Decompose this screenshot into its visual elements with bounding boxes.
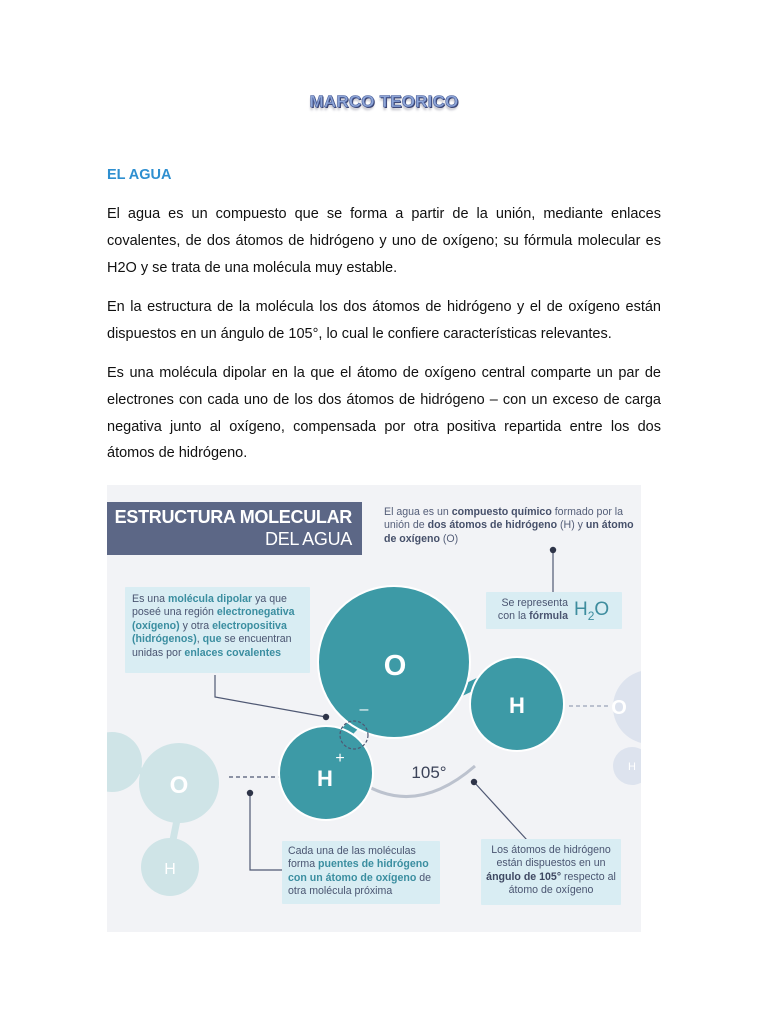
infographic-title-line2: DEL AGUA xyxy=(265,529,352,549)
dipolar-leader-line xyxy=(215,675,326,717)
paragraph-2: En la estructura de la molécula los dos átomos de hidrógeno y el de oxígeno están dispuestos en un ángulo de 105°, lo cual le confiere características relevantes. xyxy=(107,299,661,342)
formula-info-box xyxy=(486,592,622,629)
bridges-leader-line xyxy=(250,793,282,870)
hydrogen-bridges-text: Cada una de las moléculas forma puentes de hidrógeno con un átomo de oxígeno de otra molécula próxima xyxy=(288,845,432,898)
hydrogen-bridges-info-box xyxy=(282,841,440,904)
angle-info-box xyxy=(481,839,621,905)
hydrogen-right-label: H xyxy=(509,693,525,718)
formula-h2o: $H_2O$ xyxy=(574,599,610,623)
paragraph-3: Es una molécula dipolar en la que el átomo de oxígeno central comparte un par de electrones con cada uno de los dos átomos de hidrógeno – con un exceso de carga negativa junto al oxígeno, compensada por otra positiva repartida entre los dos átomos de hidrógeno. xyxy=(107,365,661,462)
intro-text: El agua es un compuesto químico formado por la unión de dos átomos de hidrógeno (H) y un átomo de oxígeno (O) xyxy=(384,506,634,545)
angle-label: 105° xyxy=(411,763,447,782)
infographic-title-line1: ESTRUCTURA MOLECULAR xyxy=(114,507,352,527)
formula-label: Se representa con la fórmula xyxy=(497,597,568,623)
paragraph-1: El agua es un compuesto que se forma a partir de la unión, mediante enlaces covalentes, de dos átomos de hidrógeno y uno de oxígeno; su fórmula molecular es H2O y se trata de una molécula muy estable. xyxy=(107,206,661,276)
oxygen-label: O xyxy=(383,650,407,682)
faded-atom-left-edge xyxy=(107,732,142,792)
leader-dot xyxy=(247,790,253,796)
faded-hydrogen-atom-right xyxy=(613,747,641,785)
dipolar-info-box xyxy=(125,587,310,673)
leader-dot xyxy=(550,547,556,553)
negative-charge-sign: – xyxy=(359,701,369,718)
positive-charge-sign: + xyxy=(335,750,345,767)
faded-hydrogen-right-label: H xyxy=(628,761,636,773)
faded-hydrogen-label: H xyxy=(164,861,176,878)
dipolar-info-text: Es una molécula dipolar ya que poseé una región electronegativa (oxígeno) y otra electropositiva (hidrógenos), que se encuentran unidas por enlaces covalentes xyxy=(132,593,295,659)
leader-dot xyxy=(323,714,329,720)
angle-info-text: Los átomos de hidrógeno están dispuestos en un ángulo de 105° respecto al átomo de oxígeno xyxy=(486,844,616,897)
section-heading: EL AGUA xyxy=(107,167,172,183)
hydrogen-left-label: H xyxy=(317,766,333,791)
page-title: MARCO TEORICO xyxy=(309,92,459,111)
leader-dot xyxy=(471,779,477,785)
faded-bond xyxy=(173,820,177,840)
infographic-title-banner xyxy=(107,502,362,555)
angle-leader-line xyxy=(474,782,527,840)
faded-oxygen-label: O xyxy=(169,772,189,799)
faded-oxygen-right-label: O xyxy=(611,697,627,719)
water-structure-infographic xyxy=(107,485,641,932)
